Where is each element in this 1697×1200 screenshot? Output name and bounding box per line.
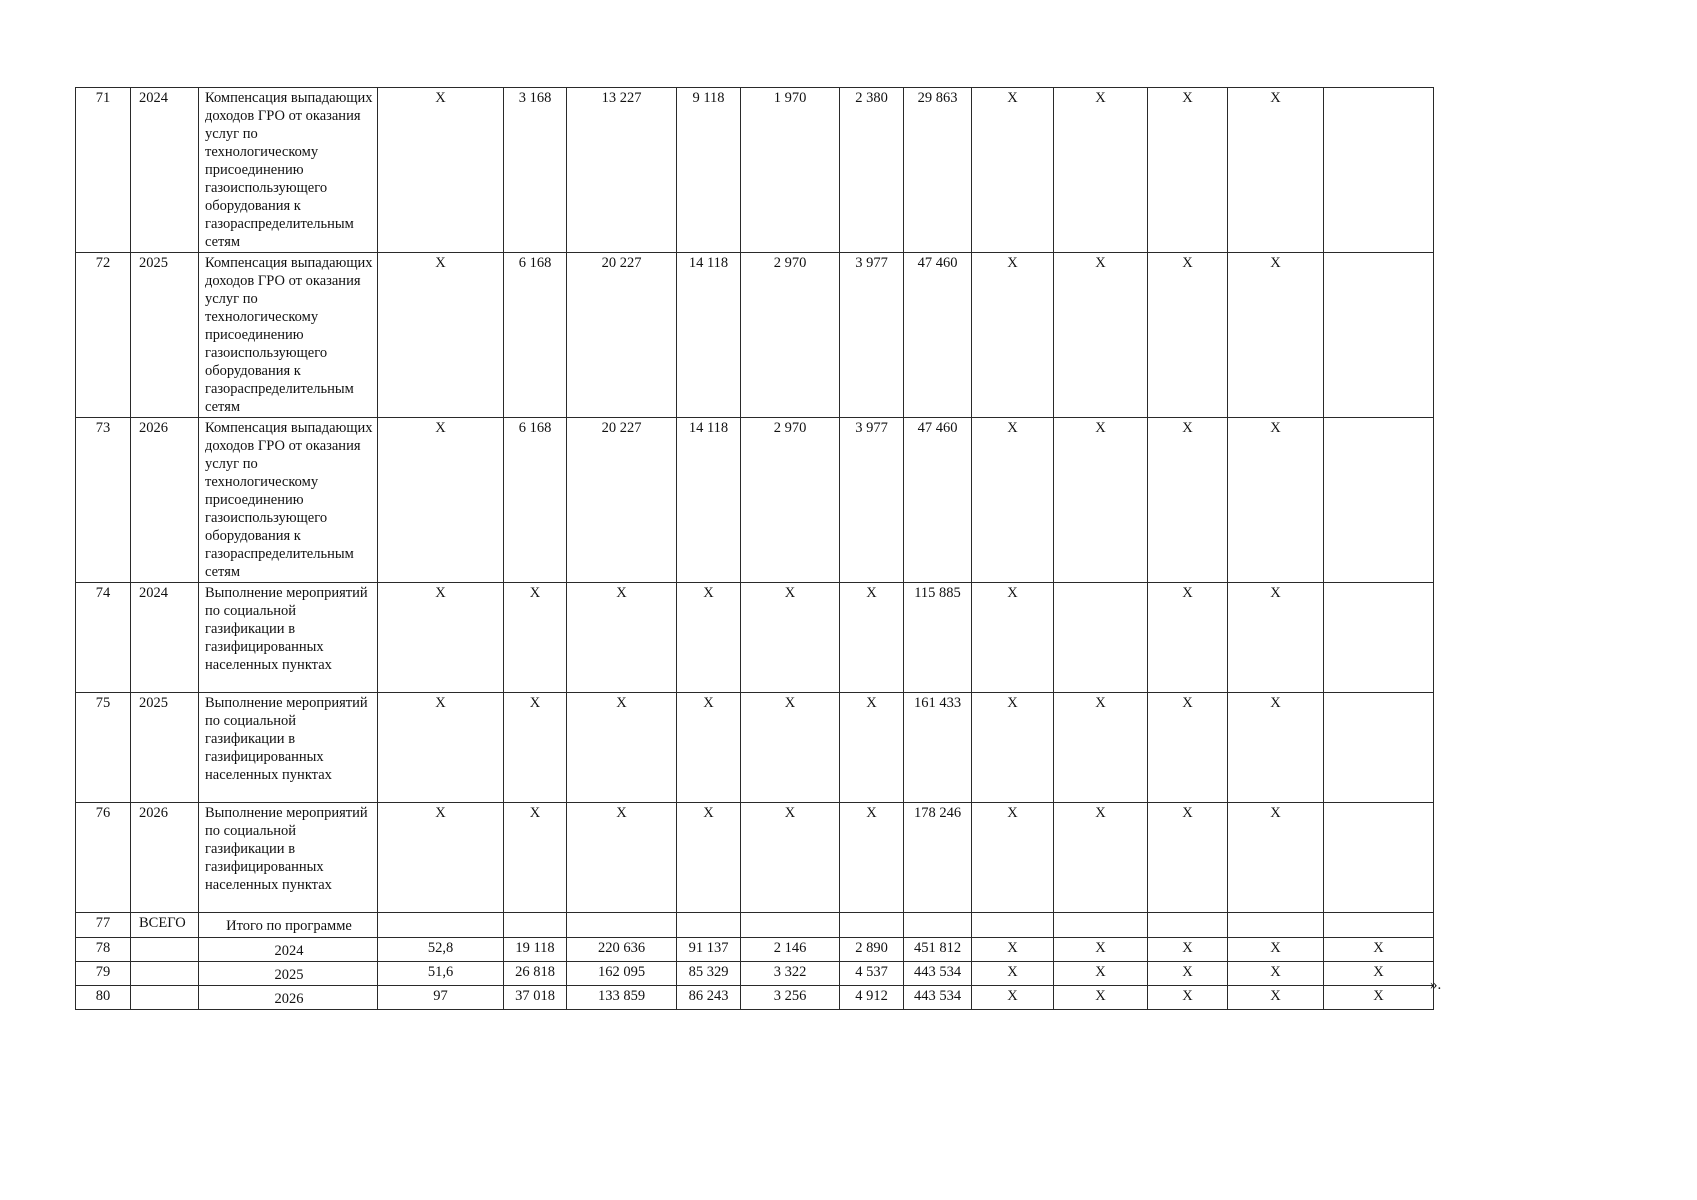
table-cell-c3: Выполнение мероприятий по социальной газификации в газифицированных населенных пунктах [199, 693, 378, 803]
table-cell-c15 [1324, 693, 1434, 803]
table-cell-c13: X [1148, 962, 1228, 986]
table-cell-c8: 1 970 [741, 88, 840, 253]
table-cell-c13: X [1148, 418, 1228, 583]
table-cell-c1: 77 [76, 913, 131, 938]
table-cell-c13: X [1148, 583, 1228, 693]
table-cell-c3: Выполнение мероприятий по социальной газификации в газифицированных населенных пунктах [199, 583, 378, 693]
table-cell-c15 [1324, 803, 1434, 913]
table-cell-c11 [972, 913, 1054, 938]
table-cell-c13: X [1148, 253, 1228, 418]
table-cell-c6: 133 859 [567, 986, 677, 1010]
table-cell-c12 [1054, 583, 1148, 693]
table-cell-c12: X [1054, 693, 1148, 803]
table-cell-c1: 72 [76, 253, 131, 418]
table-cell-c9: X [840, 803, 904, 913]
table-cell-c11: X [972, 253, 1054, 418]
table-cell-c1: 73 [76, 418, 131, 583]
table-cell-c8: 3 322 [741, 962, 840, 986]
table-row [76, 913, 1434, 938]
table-cell-c13 [1148, 913, 1228, 938]
table-cell-c15: X [1324, 962, 1434, 986]
table-row [76, 693, 1434, 803]
table-cell-c12 [1054, 913, 1148, 938]
table-cell-c8: 2 970 [741, 418, 840, 583]
table-cell-c2: 2024 [131, 583, 199, 693]
table-cell-c2: 2025 [131, 693, 199, 803]
table-body [76, 88, 1434, 1010]
table-cell-c10: 47 460 [904, 418, 972, 583]
table-row [76, 986, 1434, 1010]
table-cell-c8: 3 256 [741, 986, 840, 1010]
table-cell-c4: X [378, 803, 504, 913]
table-cell-c10: 29 863 [904, 88, 972, 253]
table-cell-c14: X [1228, 693, 1324, 803]
table-cell-c8: 2 970 [741, 253, 840, 418]
table-cell-c10: 161 433 [904, 693, 972, 803]
table-cell-c11: X [972, 583, 1054, 693]
table-cell-c8: X [741, 583, 840, 693]
table-cell-c5 [504, 913, 567, 938]
table-cell-c9 [840, 913, 904, 938]
table-cell-c10 [904, 913, 972, 938]
table-cell-c6: X [567, 803, 677, 913]
table-cell-c3: Компенсация выпадающих доходов ГРО от оказания услуг по технологическому присоединению газоиспользующего оборудования к газораспределительным сетям [199, 88, 378, 253]
table-row [76, 803, 1434, 913]
table-cell-c15 [1324, 913, 1434, 938]
table-cell-c9: 4 912 [840, 986, 904, 1010]
table-row [76, 938, 1434, 962]
table-cell-c12: X [1054, 962, 1148, 986]
table-cell-c5: 6 168 [504, 418, 567, 583]
table-cell-c7: X [677, 803, 741, 913]
table-cell-c15 [1324, 253, 1434, 418]
table-cell-c13: X [1148, 938, 1228, 962]
table-cell-c7: X [677, 693, 741, 803]
table-cell-c2 [131, 986, 199, 1010]
table-cell-c1: 71 [76, 88, 131, 253]
table-row [76, 962, 1434, 986]
table-cell-c10: 47 460 [904, 253, 972, 418]
table-cell-c14: X [1228, 962, 1324, 986]
table-cell-c3: Итого по программе [199, 913, 378, 938]
table-cell-c4: 52,8 [378, 938, 504, 962]
table-cell-c1: 78 [76, 938, 131, 962]
table-cell-c6: 13 227 [567, 88, 677, 253]
table-cell-c7: X [677, 583, 741, 693]
table-cell-c9: X [840, 583, 904, 693]
table-cell-c14: X [1228, 986, 1324, 1010]
table-cell-c6: X [567, 693, 677, 803]
table-cell-c14: X [1228, 803, 1324, 913]
table-cell-c4: 51,6 [378, 962, 504, 986]
table-cell-c6: X [567, 583, 677, 693]
table-cell-c10: 451 812 [904, 938, 972, 962]
table-cell-c4: X [378, 88, 504, 253]
table-cell-c15 [1324, 88, 1434, 253]
table-cell-c9: 2 890 [840, 938, 904, 962]
table-cell-c3: 2024 [199, 938, 378, 962]
table-cell-c7: 14 118 [677, 253, 741, 418]
table-cell-c11: X [972, 962, 1054, 986]
table-cell-c6: 162 095 [567, 962, 677, 986]
table-cell-c8: X [741, 693, 840, 803]
table-cell-c15 [1324, 418, 1434, 583]
table-cell-c11: X [972, 693, 1054, 803]
table-cell-c6: 20 227 [567, 418, 677, 583]
table-cell-c11: X [972, 803, 1054, 913]
table-cell-c15: X [1324, 986, 1434, 1010]
table-cell-c13: X [1148, 88, 1228, 253]
table-cell-c7: 85 329 [677, 962, 741, 986]
table-cell-c10: 178 246 [904, 803, 972, 913]
table-cell-c4: 97 [378, 986, 504, 1010]
table-cell-c14: X [1228, 88, 1324, 253]
table-cell-c9: 3 977 [840, 253, 904, 418]
table-cell-c14: X [1228, 418, 1324, 583]
table-cell-c14: X [1228, 938, 1324, 962]
table-cell-c7 [677, 913, 741, 938]
table-cell-c1: 74 [76, 583, 131, 693]
table-cell-c2: 2026 [131, 418, 199, 583]
table-cell-c2 [131, 962, 199, 986]
table-cell-c8 [741, 913, 840, 938]
table-cell-c8: 2 146 [741, 938, 840, 962]
table-cell-c9: 3 977 [840, 418, 904, 583]
table-cell-c5: 37 018 [504, 986, 567, 1010]
table-cell-c12: X [1054, 253, 1148, 418]
table-cell-c11: X [972, 88, 1054, 253]
table-cell-c11: X [972, 986, 1054, 1010]
table-cell-c3: Выполнение мероприятий по социальной газификации в газифицированных населенных пунктах [199, 803, 378, 913]
table-cell-c10: 443 534 [904, 962, 972, 986]
table-cell-c3: 2025 [199, 962, 378, 986]
table-cell-c2 [131, 938, 199, 962]
table-cell-c13: X [1148, 803, 1228, 913]
table-cell-c4: X [378, 693, 504, 803]
table-cell-c12: X [1054, 938, 1148, 962]
table-cell-c5: 19 118 [504, 938, 567, 962]
table-cell-c9: 2 380 [840, 88, 904, 253]
table-cell-c10: 443 534 [904, 986, 972, 1010]
table-cell-c6: 220 636 [567, 938, 677, 962]
table-cell-c7: 9 118 [677, 88, 741, 253]
table-row [76, 583, 1434, 693]
table-cell-c1: 79 [76, 962, 131, 986]
table-cell-c5: X [504, 803, 567, 913]
table-cell-c14: X [1228, 253, 1324, 418]
table-cell-c3: Компенсация выпадающих доходов ГРО от оказания услуг по технологическому присоединению газоиспользующего оборудования к газораспределительным сетям [199, 253, 378, 418]
program-table [75, 87, 1434, 1010]
table-row [76, 88, 1434, 253]
table-cell-c4: X [378, 418, 504, 583]
table-cell-c3: Компенсация выпадающих доходов ГРО от оказания услуг по технологическому присоединению газоиспользующего оборудования к газораспределительным сетям [199, 418, 378, 583]
table-cell-c4: X [378, 253, 504, 418]
table-cell-c15 [1324, 583, 1434, 693]
table-cell-c7: 86 243 [677, 986, 741, 1010]
table-cell-c10: 115 885 [904, 583, 972, 693]
table-cell-c9: X [840, 693, 904, 803]
table-cell-c13: X [1148, 693, 1228, 803]
table-cell-c7: 91 137 [677, 938, 741, 962]
table-cell-c11: X [972, 418, 1054, 583]
table-cell-c9: 4 537 [840, 962, 904, 986]
table-cell-c1: 76 [76, 803, 131, 913]
table-cell-c11: X [972, 938, 1054, 962]
table-cell-c2: 2026 [131, 803, 199, 913]
table-cell-c4 [378, 913, 504, 938]
table-cell-c2: 2024 [131, 88, 199, 253]
table-cell-c6: 20 227 [567, 253, 677, 418]
table-cell-c1: 80 [76, 986, 131, 1010]
table-cell-c5: X [504, 583, 567, 693]
table-cell-c12: X [1054, 803, 1148, 913]
table-cell-c2: 2025 [131, 253, 199, 418]
table-cell-c5: 26 818 [504, 962, 567, 986]
table-cell-c2: ВСЕГО [131, 913, 199, 938]
table-cell-c14: X [1228, 583, 1324, 693]
table-cell-c5: 6 168 [504, 253, 567, 418]
table-cell-c4: X [378, 583, 504, 693]
table-cell-c12: X [1054, 986, 1148, 1010]
closing-quote-mark: ». [1430, 977, 1442, 993]
table-row [76, 253, 1434, 418]
table-cell-c13: X [1148, 986, 1228, 1010]
table-cell-c1: 75 [76, 693, 131, 803]
table-cell-c5: X [504, 693, 567, 803]
table-cell-c5: 3 168 [504, 88, 567, 253]
table-cell-c15: X [1324, 938, 1434, 962]
table-row [76, 418, 1434, 583]
table-cell-c8: X [741, 803, 840, 913]
table-cell-c3: 2026 [199, 986, 378, 1010]
table-cell-c6 [567, 913, 677, 938]
table-cell-c12: X [1054, 88, 1148, 253]
table-cell-c14 [1228, 913, 1324, 938]
table-cell-c7: 14 118 [677, 418, 741, 583]
table-cell-c12: X [1054, 418, 1148, 583]
